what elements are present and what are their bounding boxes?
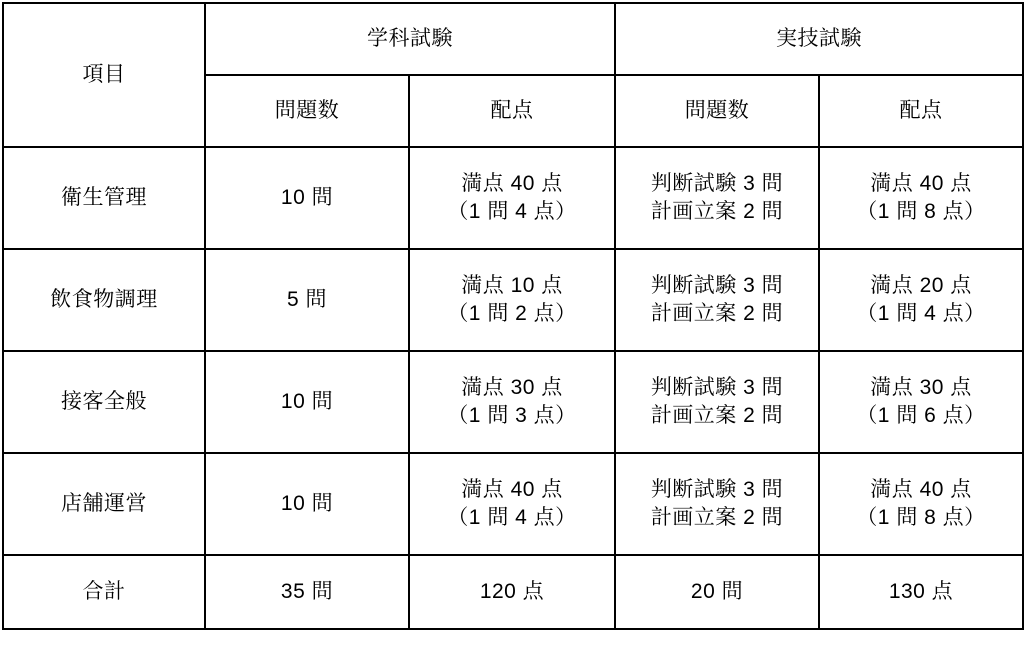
header-written-exam: 学科試験 [205, 3, 615, 75]
cell-practical-points-line1: 満点 40 点 [870, 171, 972, 195]
header-practical-points: 配点 [819, 75, 1023, 147]
header-written-points: 配点 [409, 75, 615, 147]
cell-practical-points-line2: （1 問 8 点） [856, 506, 986, 529]
cell-practical-points-line1: 満点 30 点 [870, 375, 972, 399]
header-practical-question-count: 問題数 [615, 75, 819, 147]
cell-practical-points [819, 351, 1023, 453]
table-row [3, 453, 1023, 555]
cell-practical-count-line1: 判断試験 3 問 [650, 273, 784, 297]
total-item-label: 合計 [3, 555, 205, 629]
cell-practical-count-line2: 計画立案 2 問 [650, 506, 784, 529]
cell-practical-points [819, 249, 1023, 351]
cell-written-points [409, 453, 615, 555]
row-item-label: 飲食物調理 [3, 249, 205, 351]
cell-written-points-line2: （1 問 4 点） [447, 506, 577, 529]
table-row [3, 147, 1023, 249]
cell-practical-count [615, 147, 819, 249]
cell-practical-count-line1: 判断試験 3 問 [650, 477, 784, 501]
cell-written-count: 5 問 [205, 249, 409, 351]
cell-practical-count [615, 249, 819, 351]
cell-practical-count-line2: 計画立案 2 問 [650, 404, 784, 427]
cell-practical-points-line2: （1 問 6 点） [856, 404, 986, 427]
table-total-row [3, 555, 1023, 629]
cell-practical-points-line1: 満点 20 点 [870, 273, 972, 297]
cell-practical-count-line2: 計画立案 2 問 [650, 302, 784, 325]
cell-written-count: 10 問 [205, 147, 409, 249]
header-item: 項目 [3, 3, 205, 147]
cell-practical-count-line1: 判断試験 3 問 [650, 375, 784, 399]
cell-practical-count-line1: 判断試験 3 問 [650, 171, 784, 195]
exam-structure-table [2, 2, 1024, 630]
cell-written-points-line2: （1 問 4 点） [447, 200, 577, 223]
total-practical-count: 20 問 [615, 555, 819, 629]
total-written-count: 35 問 [205, 555, 409, 629]
cell-written-points-line2: （1 問 3 点） [447, 404, 577, 427]
document-page [0, 2, 1024, 667]
cell-practical-count [615, 351, 819, 453]
cell-practical-count [615, 453, 819, 555]
cell-practical-points-line2: （1 問 8 点） [856, 200, 986, 223]
total-practical-points: 130 点 [819, 555, 1023, 629]
table-header-row-1 [3, 3, 1023, 75]
table-row [3, 249, 1023, 351]
header-practical-exam: 実技試験 [615, 3, 1023, 75]
cell-written-points [409, 351, 615, 453]
cell-written-points-line1: 満点 40 点 [461, 477, 563, 501]
cell-practical-points [819, 453, 1023, 555]
cell-practical-points-line1: 満点 40 点 [870, 477, 972, 501]
cell-practical-points [819, 147, 1023, 249]
cell-written-points-line1: 満点 10 点 [461, 273, 563, 297]
cell-written-points-line1: 満点 30 点 [461, 375, 563, 399]
cell-written-points-line2: （1 問 2 点） [447, 302, 577, 325]
cell-practical-count-line2: 計画立案 2 問 [650, 200, 784, 223]
table-row [3, 351, 1023, 453]
cell-written-points-line1: 満点 40 点 [461, 171, 563, 195]
row-item-label: 衛生管理 [3, 147, 205, 249]
cell-written-count: 10 問 [205, 351, 409, 453]
cell-written-points [409, 249, 615, 351]
total-written-points: 120 点 [409, 555, 615, 629]
cell-written-points [409, 147, 615, 249]
row-item-label: 店舗運営 [3, 453, 205, 555]
header-written-question-count: 問題数 [205, 75, 409, 147]
cell-practical-points-line2: （1 問 4 点） [856, 302, 986, 325]
row-item-label: 接客全般 [3, 351, 205, 453]
cell-written-count: 10 問 [205, 453, 409, 555]
